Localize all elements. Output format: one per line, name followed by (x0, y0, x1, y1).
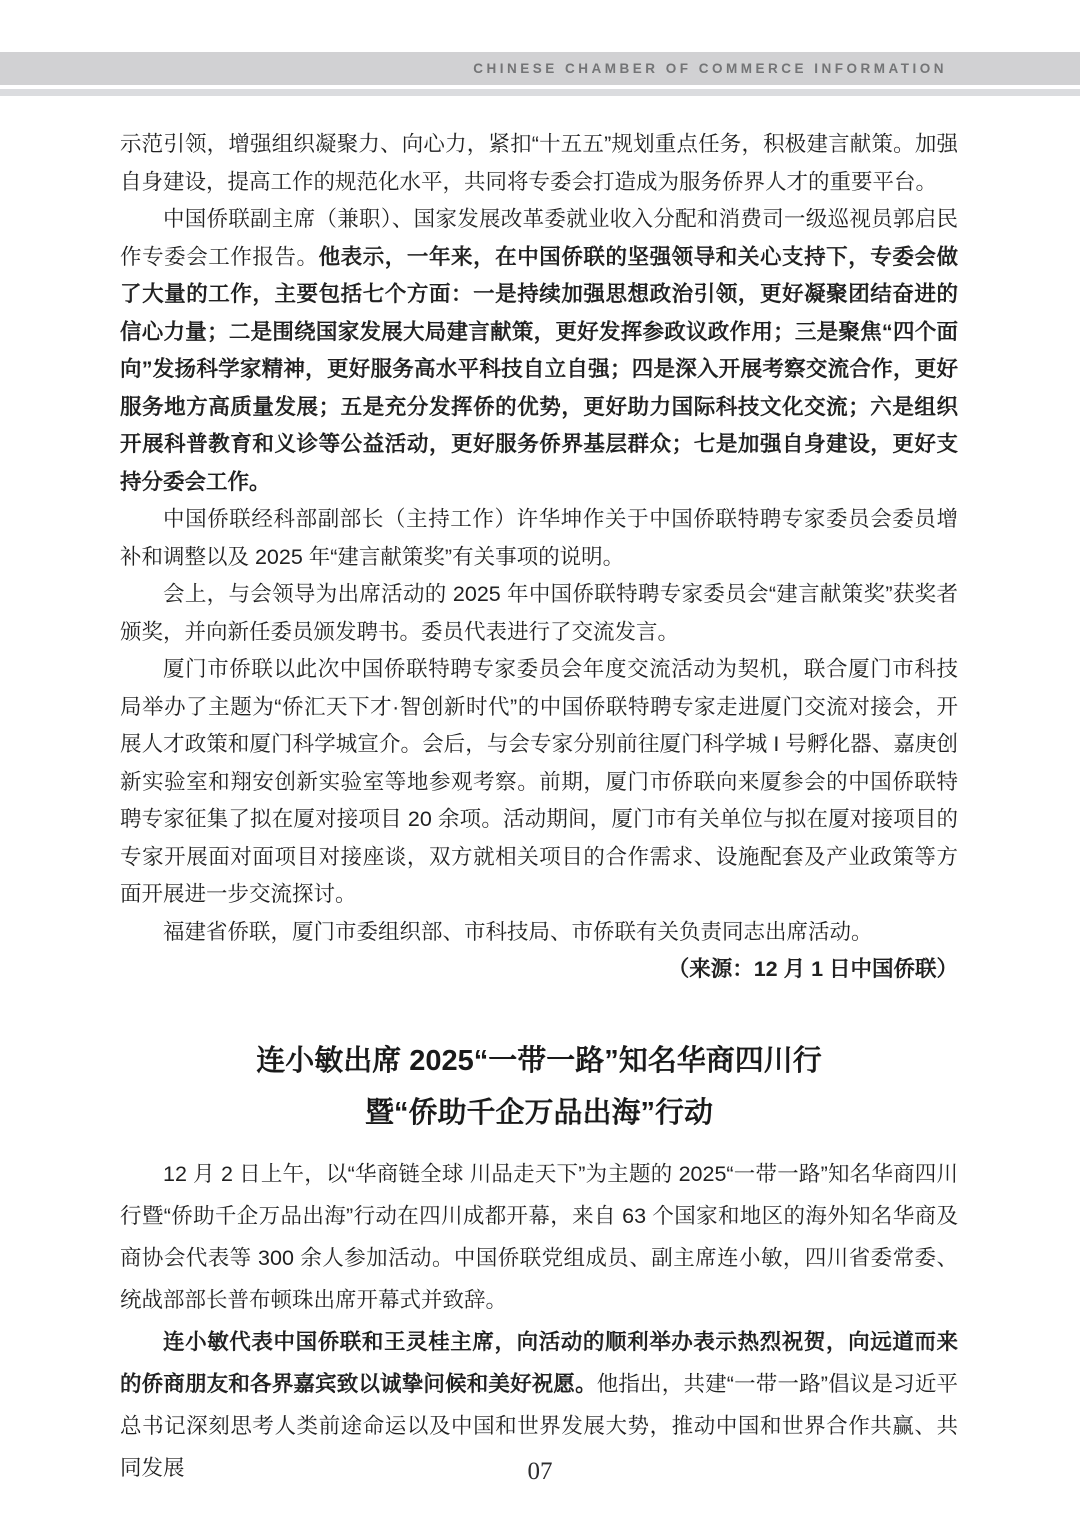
header-thin-bar (0, 89, 1080, 96)
article-title-line-2: 暨“侨助千企万品出海”行动 (364, 1096, 713, 1129)
article-title (120, 1035, 958, 1139)
page-number: 07 (527, 1458, 553, 1485)
paragraph (120, 651, 958, 914)
header-band (0, 52, 1080, 85)
bold-text-run: 他表示，一年来，在中国侨联的坚强领导和关心支持下，专委会做了大量的工作，主要包括七个方面：一是持续加强思想政治引领，更好凝聚团结奋进的信心力量；二是围绕国家发展大局建言献策，更好发挥参政议政作用；三是聚焦“四个面向”发扬科学家精神，更好服务高水平科技自立自强；四是深入开展考察交流合作，更好服务地方高质量发展；五是充分发挥侨的优势，更好助力国际科技文化交流；六是组织开展科普教育和义诊等公益活动，更好服务侨界基层群众；七是加强自身建设，更好支持分委会工作。 (120, 244, 958, 494)
article-special-committee (120, 126, 958, 989)
text-run: 福建省侨联，厦门市委组织部、市科技局、市侨联有关负责同志出席活动。 (163, 919, 873, 944)
paragraph (120, 1153, 958, 1321)
page-content (120, 126, 958, 1489)
article-title-line-1: 连小敏出席 2025“一带一路”知名华商四川行 (256, 1044, 822, 1077)
text-run: 厦门市侨联以此次中国侨联特聘专家委员会年度交流活动为契机，联合厦门市科技局举办了主题为“侨汇天下才·智创新时代”的中国侨联特聘专家走进厦门交流对接会，开展人才政策和厦门科学城宣介。会后，与会专家分别前往厦门科学城 I 号孵化器、嘉庚创新实验室和翔安创新实验室等地参观考察。前期，厦门市侨联向来厦参会的中国侨联特聘专家征集了拟在厦对接项目 20 余项。活动期间，厦门市有关单位与拟在厦对接项目的专家开展面对面项目对接座谈，双方就相关项目的合作需求、设施配套及产业政策等方面开展进一步交流探讨。 (120, 657, 958, 906)
text-run: 他指出，共建“一带一路”倡议是习近平总书记深刻思考人类前途命运以及中国和世界发展大势，推动中国和世界合作共赢、共同发展 (120, 1371, 958, 1480)
text-run: 12 月 2 日上午，以“华商链全球 川品走天下”为主题的 2025“一带一路”知名华商四川行暨“侨助千企万品出海”行动在四川成都开幕，来自 63 个国家和地区的海外知名华商及商协会代表等 300 余人参加活动。中国侨联党组成员、副主席连小敏，四川省委常委、统战部部长普布顿珠出席开幕式并致辞。 (120, 1161, 958, 1312)
paragraph (120, 201, 958, 501)
article-body (120, 1153, 958, 1489)
header-band-title: CHINESE CHAMBER OF COMMERCE INFORMATION (473, 61, 947, 76)
text-run: 中国侨联经科部副部长（主持工作）许华坤作关于中国侨联特聘专家委员会委员增补和调整以及 2025 年“建言献策奖”有关事项的说明。 (120, 507, 958, 569)
paragraph (120, 576, 958, 651)
paragraph (120, 914, 958, 952)
text-run: 中国侨联副主席（兼职）、国家发展改革委就业收入分配和消费司一级巡视员郭启民作专委会工作报告。 (120, 207, 958, 269)
paragraph (120, 126, 958, 201)
article-body (120, 126, 958, 951)
source-attribution: （来源：12 月 1 日中国侨联） (667, 957, 958, 981)
paragraph (120, 501, 958, 576)
article-sichuan-event (120, 1035, 958, 1489)
bold-text-run: 连小敏代表中国侨联和王灵桂主席，向活动的顺利举办表示热烈祝贺，向远道而来的侨商朋友和各界嘉宾致以诚挚问候和美好祝愿。 (120, 1329, 958, 1396)
text-run: 会上，与会领导为出席活动的 2025 年中国侨联特聘专家委员会“建言献策奖”获奖者颁奖，并向新任委员颁发聘书。委员代表进行了交流发言。 (120, 582, 958, 644)
text-run: 示范引领，增强组织凝聚力、向心力，紧扣“十五五”规划重点任务，积极建言献策。加强自身建设，提高工作的规范化水平，共同将专委会打造成为服务侨界人才的重要平台。 (120, 132, 958, 194)
